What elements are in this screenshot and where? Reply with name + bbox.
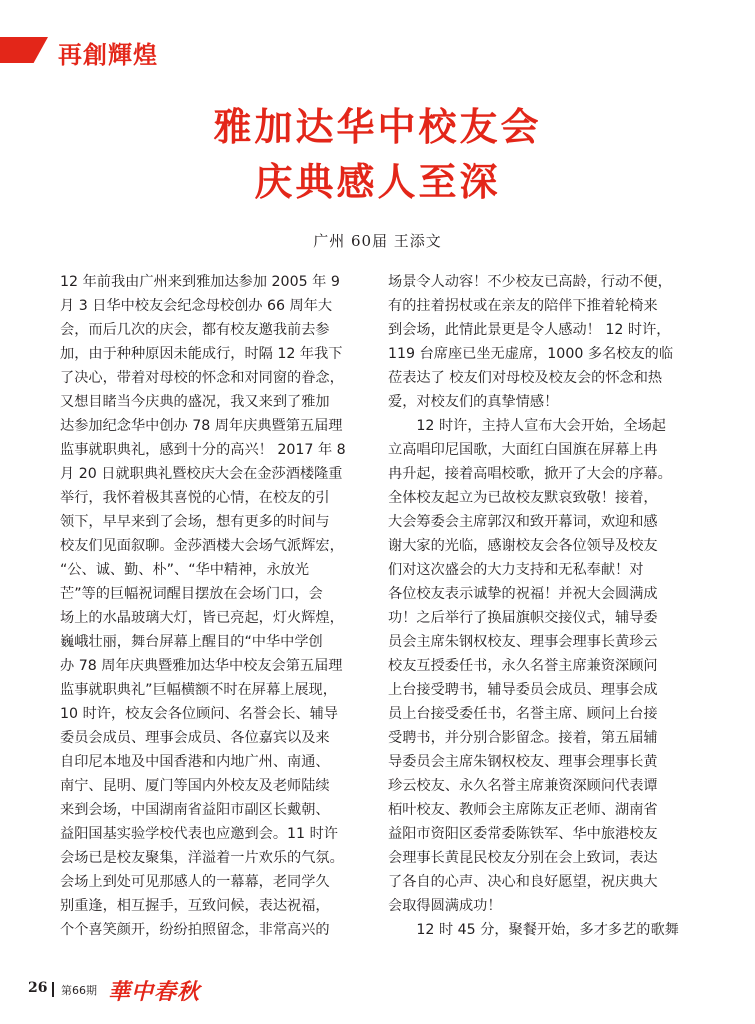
text-line: 功！之后举行了换届旗帜交接仪式，辅导委 bbox=[388, 610, 658, 626]
text-line: 受聘书，并分别合影留念。接着，第五届辅 bbox=[388, 730, 658, 746]
text-line: 12 时 45 分，聚餐开始，多才多艺的歌舞 bbox=[388, 922, 679, 938]
text-line: 芒”等的巨幅祝词醒目摆放在会场门口，会 bbox=[60, 586, 323, 602]
section-label: 再創輝煌 bbox=[58, 40, 158, 69]
text-line: 了决心，带着对母校的怀念和对同窗的眷念， bbox=[60, 370, 344, 386]
text-line: 莅表达了 校友们对母校及校友会的怀念和热 bbox=[388, 370, 663, 386]
text-line: 月 3 日华中校友会纪念母校创办 66 周年大 bbox=[60, 298, 333, 314]
text-line: 栢叶校友、教师会主席陈友正老师、湖南省 bbox=[388, 802, 658, 818]
article-title-line-1: 雅加达华中校友会 bbox=[213, 105, 542, 149]
text-line: 冉升起，接着高唱校歌，掀开了大会的序幕。 bbox=[388, 466, 672, 482]
text-line: 巍峨壮丽，舞台屏幕上醒目的“中华中学创 bbox=[60, 634, 323, 650]
article-title-line-2: 庆典感人至深 bbox=[254, 160, 501, 204]
text-line: 监事就职典礼，感到十分的高兴！ 2017 年 8 bbox=[60, 442, 346, 458]
text-line: 谢大家的光临，感谢校友会各位领导及校友 bbox=[388, 538, 658, 554]
text-line: 119 台席座已坐无虚席，1000 多名校友的临 bbox=[388, 346, 674, 362]
text-line: 员会主席朱钢权校友、理事会理事长黄珍云 bbox=[388, 634, 658, 650]
text-line: 们对这次盛会的大力支持和无私奉献！对 bbox=[388, 562, 644, 578]
text-line: 珍云校友、永久名誉主席兼资深顾问代表谭 bbox=[388, 778, 658, 794]
text-line: 10 时许，校友会各位顾问、名誉会长、辅导 bbox=[60, 706, 338, 722]
text-line: 场上的水晶玻璃大灯，皆已亮起，灯火辉煌， bbox=[60, 610, 344, 626]
text-line: 会场上到处可见那感人的一幕幕，老同学久 bbox=[60, 874, 330, 890]
text-line: 举行，我怀着极其喜悦的心情，在校友的引 bbox=[60, 490, 330, 506]
text-line: 益阳市资阳区委常委陈铁军、华中旅港校友 bbox=[388, 826, 658, 842]
text-line: 有的拄着拐杖或在亲友的陪伴下推着轮椅来 bbox=[388, 298, 658, 314]
text-line: 个个喜笑颜开，纷纷拍照留念，非常高兴的 bbox=[60, 922, 330, 938]
text-line: 别重逢，相互握手，互致问候，表达祝福， bbox=[60, 898, 330, 914]
section-tag bbox=[0, 33, 210, 67]
text-line: 场景令人动容！不少校友已高龄，行动不便， bbox=[388, 274, 672, 290]
text-line: 会场已是校友聚集，洋溢着一片欢乐的气氛。 bbox=[60, 850, 344, 866]
section-marker-bar bbox=[0, 37, 48, 63]
magazine-logo: 華中春秋 bbox=[108, 979, 201, 1005]
text-line: 立高唱印尼国歌，大面红白国旗在屏幕上冉 bbox=[388, 442, 658, 458]
text-line: 达参加纪念华中创办 78 周年庆典暨第五届理 bbox=[60, 418, 343, 434]
text-line: 领下，早早来到了会场，想有更多的时间与 bbox=[60, 514, 330, 530]
text-line: 了各自的心声、决心和良好愿望，祝庆典大 bbox=[388, 874, 658, 890]
text-line: 大会筹委会主席郭汉和致开幕词，欢迎和感 bbox=[388, 514, 658, 530]
text-line: 会，而后几次的庆会，都有校友邀我前去参 bbox=[60, 322, 330, 338]
text-line: 12 时许，主持人宣布大会开始，全场起 bbox=[388, 418, 666, 434]
byline: 广州 60届 王添文 bbox=[313, 232, 442, 250]
text-line: 会理事长黄昆民校友分别在会上致词，表达 bbox=[388, 850, 658, 866]
issue-number: 第66期 bbox=[61, 984, 97, 997]
footer-divider bbox=[52, 982, 54, 997]
text-line: 到会场，此情此景更是令人感动！ 12 时许， bbox=[388, 322, 671, 338]
text-line: 自印尼本地及中国香港和内地广州、南通、 bbox=[60, 754, 330, 770]
text-line: 校友互授委任书，永久名誉主席兼资深顾问 bbox=[388, 658, 658, 674]
text-line: 导委员会主席朱钢权校友、理事会理事长黄 bbox=[388, 754, 658, 770]
text-line: 委员会成员、理事会成员、各位嘉宾以及来 bbox=[60, 730, 330, 746]
text-line: 员上台接受委任书，名誉主席、顾问上台接 bbox=[388, 706, 658, 722]
text-line: 又想目睹当今庆典的盛况，我又来到了雅加 bbox=[60, 394, 330, 410]
text-line: 爱，对校友们的真挚情感！ bbox=[388, 394, 559, 410]
text-line: 益阳国基实验学校代表也应邀到会。11 时许 bbox=[60, 826, 338, 842]
text-line: 来到会场，中国湖南省益阳市副区长戴朝、 bbox=[60, 802, 330, 818]
text-line: 12 年前我由广州来到雅加达参加 2005 年 9 bbox=[60, 274, 340, 290]
page-footer bbox=[28, 975, 288, 1005]
text-line: 会取得圆满成功！ bbox=[388, 898, 502, 914]
article-column-left bbox=[60, 270, 365, 942]
text-line: 南宁、昆明、厦门等国内外校友及老师陆续 bbox=[60, 778, 330, 794]
text-line: 校友们见面叙聊。金莎酒楼大会场气派辉宏， bbox=[60, 538, 344, 554]
text-line: 各位校友表示诚挚的祝福！并祝大会圆满成 bbox=[388, 586, 658, 602]
text-line: 全体校友起立为已故校友默哀致敬！接着， bbox=[388, 490, 658, 506]
text-line: 办 78 周年庆典暨雅加达华中校友会第五届理 bbox=[60, 658, 343, 674]
page-number: 26 bbox=[28, 980, 48, 996]
article-column-right bbox=[388, 270, 693, 942]
text-line: 加，由于种种原因未能成行，时隔 12 年我下 bbox=[60, 346, 343, 362]
text-line: “公、诚、勤、朴”、“华中精神，永放光 bbox=[60, 562, 310, 578]
text-line: 上台接受聘书，辅导委员会成员、理事会成 bbox=[388, 682, 658, 698]
text-line: 月 20 日就职典礼暨校庆大会在金莎酒楼隆重 bbox=[60, 466, 343, 482]
text-line: 监事就职典礼”巨幅横额不时在屏幕上展现， bbox=[60, 682, 337, 698]
